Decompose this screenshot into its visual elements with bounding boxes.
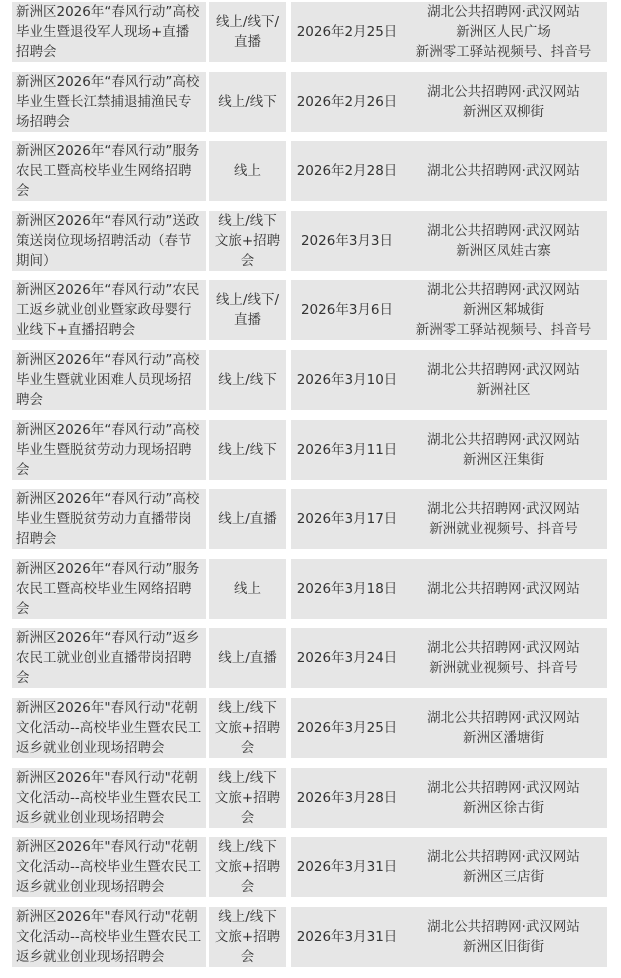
table-row — [9, 626, 607, 696]
date-cell: 2026年2月28日 — [291, 141, 403, 201]
mode-cell: 线上/线下/直播 — [209, 2, 286, 62]
event-name-cell: 新洲区2026年“春风行动”高校毕业生暨脱贫劳动力现场招聘会 — [12, 420, 206, 480]
table-row — [9, 418, 607, 488]
event-name-cell: 新洲区2026年"春风行动"花朝文化活动--高校毕业生暨农民工返乡就业创业现场招聘会 — [12, 768, 206, 828]
event-name-cell: 新洲区2026年"春风行动"花朝文化活动--高校毕业生暨农民工返乡就业创业现场招聘会 — [12, 698, 206, 758]
venue-cell: 湖北公共招聘网·武汉网站 新洲区潘塘街 — [400, 698, 607, 758]
table-row — [9, 487, 607, 557]
mode-cell: 线上 — [209, 559, 286, 619]
venue-cell: 湖北公共招聘网·武汉网站 新洲就业视频号、抖音号 — [400, 628, 607, 688]
event-name-cell: 新洲区2026年“春风行动”服务农民工暨高校毕业生网络招聘会 — [12, 559, 206, 619]
event-name-cell: 新洲区2026年"春风行动"花朝文化活动--高校毕业生暨农民工返乡就业创业现场招聘会 — [12, 907, 206, 967]
table-row — [9, 557, 607, 627]
event-name-cell: 新洲区2026年“春风行动”返乡农民工就业创业直播带岗招聘会 — [12, 628, 206, 688]
table-row — [9, 835, 607, 905]
event-name-cell: 新洲区2026年“春风行动”送政策送岗位现场招聘活动（春节期间） — [12, 211, 206, 271]
date-cell: 2026年2月26日 — [291, 72, 403, 132]
date-cell: 2026年3月3日 — [291, 211, 403, 271]
event-name-cell: 新洲区2026年"春风行动"花朝文化活动--高校毕业生暨农民工返乡就业创业现场招聘会 — [12, 837, 206, 897]
event-name-cell: 新洲区2026年“春风行动”服务农民工暨高校毕业生网络招聘会 — [12, 141, 206, 201]
venue-cell: 湖北公共招聘网·武汉网站 新洲社区 — [400, 350, 607, 410]
mode-cell: 线上/线下/直播 — [209, 280, 286, 340]
mode-cell: 线上/线下文旅+招聘会 — [209, 768, 286, 828]
venue-cell: 湖北公共招聘网·武汉网站 新洲区人民广场 新洲零工驿站视频号、抖音号 — [400, 2, 607, 62]
date-cell: 2026年3月17日 — [291, 489, 403, 549]
event-name-cell: 新洲区2026年“春风行动”农民工返乡就业创业暨家政母婴行业线下+直播招聘会 — [12, 280, 206, 340]
event-name-cell: 新洲区2026年“春风行动”高校毕业生暨长江禁捕退捕渔民专场招聘会 — [12, 72, 206, 132]
table-row — [9, 905, 607, 975]
venue-cell: 湖北公共招聘网·武汉网站 新洲区邾城街 新洲零工驿站视频号、抖音号 — [400, 280, 607, 340]
venue-cell: 湖北公共招聘网·武汉网站 新洲区旧街街 — [400, 907, 607, 967]
venue-cell: 湖北公共招聘网·武汉网站 新洲区三店街 — [400, 837, 607, 897]
date-cell: 2026年3月10日 — [291, 350, 403, 410]
table-row — [9, 696, 607, 766]
date-cell: 2026年3月24日 — [291, 628, 403, 688]
mode-cell: 线上/线下 — [209, 420, 286, 480]
venue-cell: 湖北公共招聘网·武汉网站 新洲就业视频号、抖音号 — [400, 489, 607, 549]
date-cell: 2026年3月28日 — [291, 768, 403, 828]
date-cell: 2026年3月6日 — [291, 280, 403, 340]
mode-cell: 线上/线下文旅+招聘会 — [209, 211, 286, 271]
date-cell: 2026年3月31日 — [291, 837, 403, 897]
venue-cell: 湖北公共招聘网·武汉网站 新洲区汪集街 — [400, 420, 607, 480]
venue-cell: 湖北公共招聘网·武汉网站 新洲区双柳街 — [400, 72, 607, 132]
mode-cell: 线上/线下 — [209, 72, 286, 132]
date-cell: 2026年2月25日 — [291, 2, 403, 62]
table-row — [9, 70, 607, 140]
venue-cell: 湖北公共招聘网·武汉网站 — [400, 559, 607, 619]
venue-cell: 湖北公共招聘网·武汉网站 新洲区凤娃古寨 — [400, 211, 607, 271]
job-fair-schedule-table — [9, 0, 607, 974]
mode-cell: 线上/直播 — [209, 628, 286, 688]
mode-cell: 线上/线下文旅+招聘会 — [209, 698, 286, 758]
event-name-cell: 新洲区2026年“春风行动”高校毕业生暨脱贫劳动力直播带岗招聘会 — [12, 489, 206, 549]
table-row — [9, 766, 607, 836]
mode-cell: 线上 — [209, 141, 286, 201]
event-name-cell: 新洲区2026年“春风行动”高校毕业生暨退役军人现场+直播招聘会 — [12, 2, 206, 62]
table-row — [9, 348, 607, 418]
mode-cell: 线上/线下文旅+招聘会 — [209, 837, 286, 897]
mode-cell: 线上/线下文旅+招聘会 — [209, 907, 286, 967]
mode-cell: 线上/线下 — [209, 350, 286, 410]
date-cell: 2026年3月18日 — [291, 559, 403, 619]
table-row — [9, 0, 607, 70]
date-cell: 2026年3月25日 — [291, 698, 403, 758]
table-row — [9, 209, 607, 279]
event-name-cell: 新洲区2026年“春风行动”高校毕业生暨就业困难人员现场招聘会 — [12, 350, 206, 410]
date-cell: 2026年3月11日 — [291, 420, 403, 480]
mode-cell: 线上/直播 — [209, 489, 286, 549]
venue-cell: 湖北公共招聘网·武汉网站 — [400, 141, 607, 201]
table-row — [9, 139, 607, 209]
table-row — [9, 278, 607, 348]
date-cell: 2026年3月31日 — [291, 907, 403, 967]
venue-cell: 湖北公共招聘网·武汉网站 新洲区徐古街 — [400, 768, 607, 828]
